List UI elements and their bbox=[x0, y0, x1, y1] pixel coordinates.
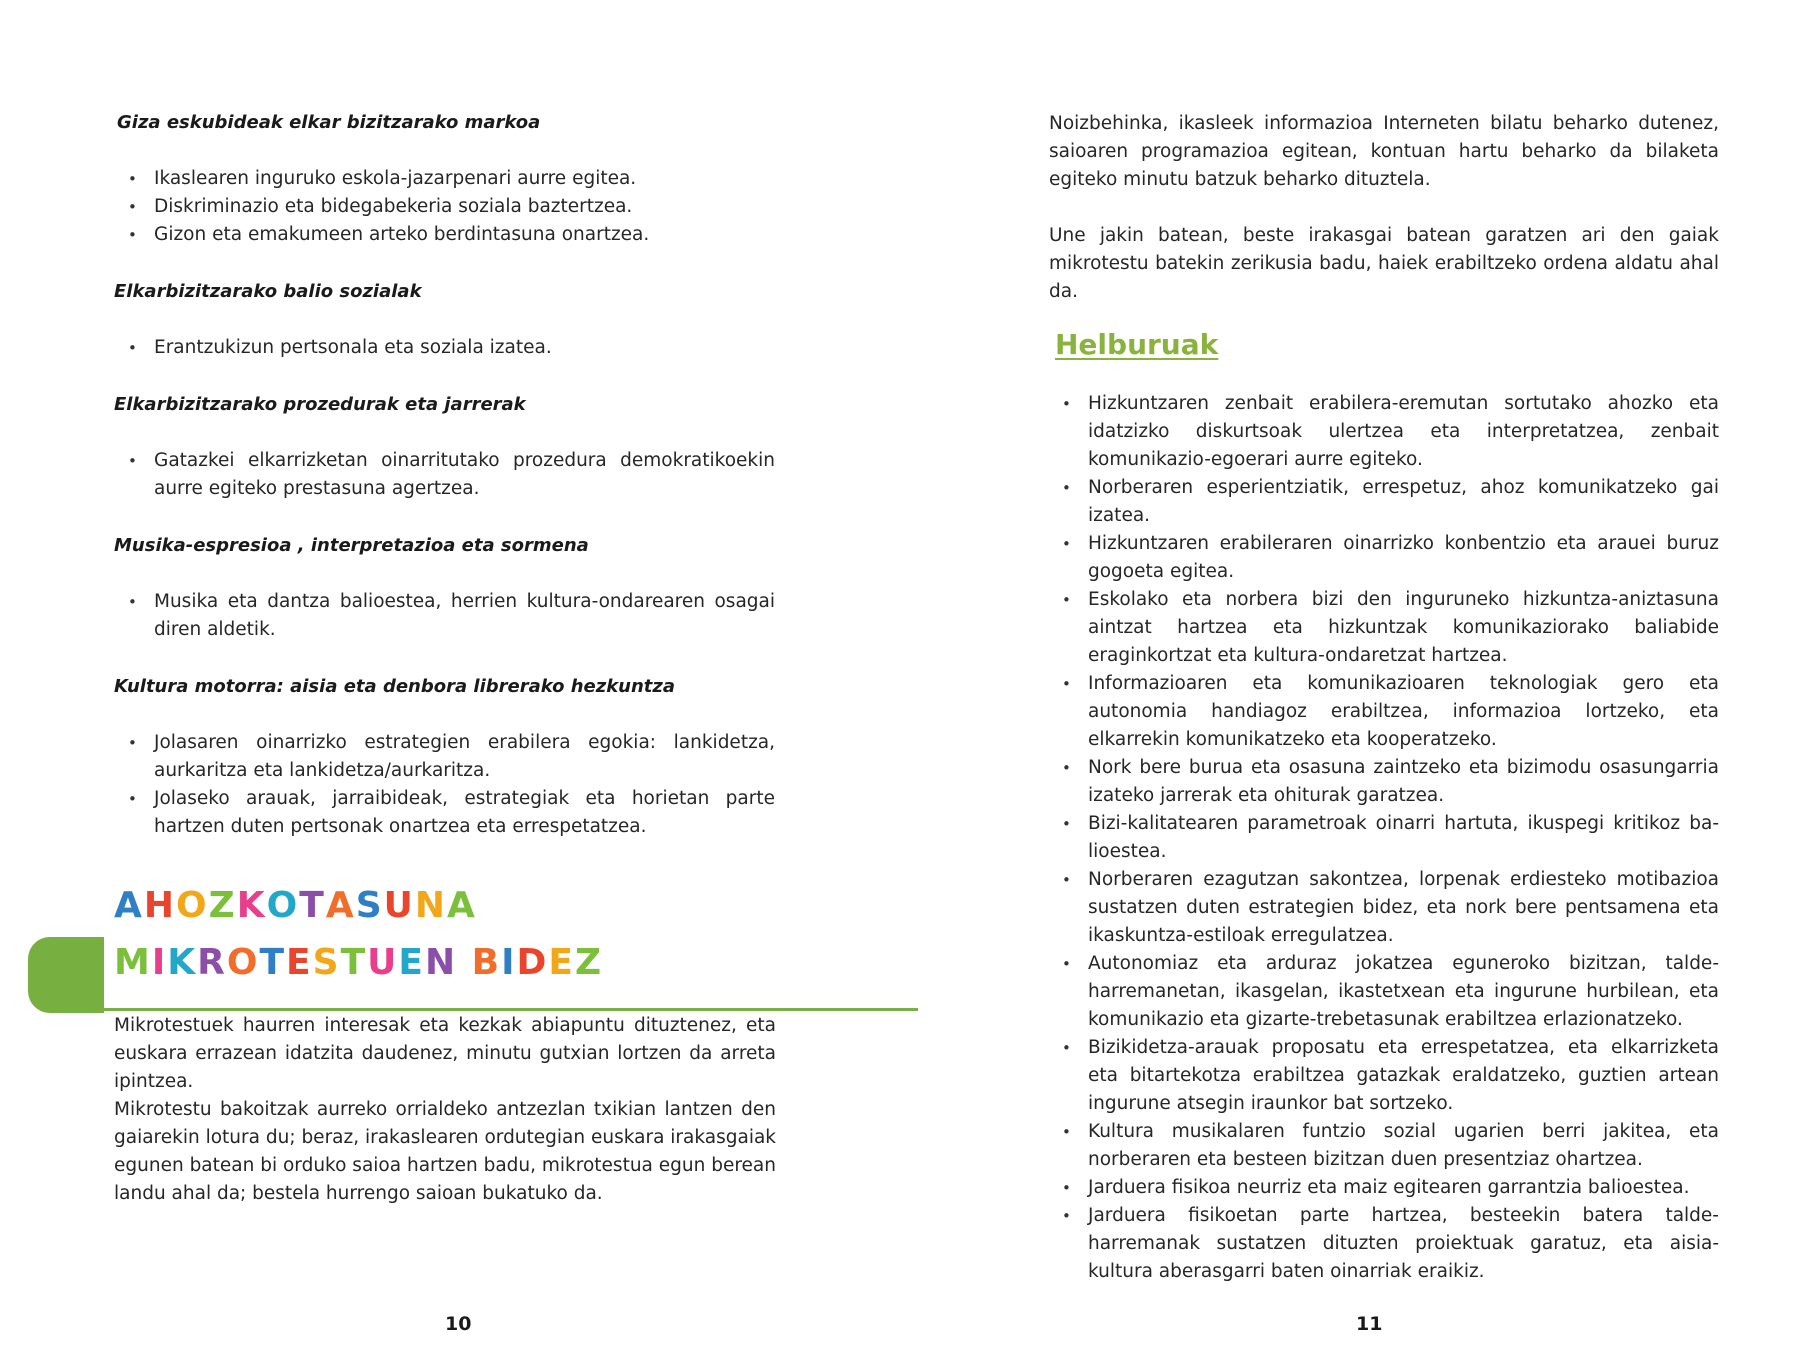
section-heading-helburuak: Helburuak bbox=[1055, 328, 1219, 361]
list-item: • Jolasaren oinarrizko estrategien erabilera egokia: lankidetza, aurkaritza eta lankidetza/aurkaritza. bbox=[115, 729, 775, 785]
list-item: • Bizikidetza-arauak proposatu eta errespetatzea, eta elkarrizketa eta bitartekotza erabiltzea gatazkak eraldatzeko, guztien artean ingurune atsegin iraunkor bat sortzeko. bbox=[1049, 1034, 1719, 1118]
list-item: • Ikaslearen inguruko eskola-jazarpenari aurre egitea. bbox=[115, 165, 775, 193]
section-title-line-2: MIKROTESTUEN BIDEZ bbox=[114, 942, 604, 983]
list-item: • Hizkuntzaren zenbait erabilera-eremutan sortutako ahozko eta idatzizko diskurtsoak ulertzea eta interpretatzea, zenbait komunikazio-egoerari aurre egiteko. bbox=[1049, 390, 1719, 474]
bullet-list bbox=[115, 447, 775, 503]
list-item: • Jarduera fisikoa neurriz eta maiz egitearen garrantzia balioestea. bbox=[1049, 1174, 1719, 1202]
bullet-list bbox=[115, 588, 775, 644]
list-item: • Diskriminazio eta bidegabekeria soziala baztertzea. bbox=[115, 193, 775, 221]
bullet-list bbox=[115, 165, 775, 249]
list-item: • Nork bere burua eta osasuna zaintzeko eta bizimodu osasungarria izateko jarrerak eta ohiturak garatzea. bbox=[1049, 754, 1719, 810]
list-item: • Jolaseko arauak, jarraibideak, estrategiak eta horietan parte hartzen duten pertsonak onartzea eta errespetatzea. bbox=[115, 785, 775, 841]
page-number: 10 bbox=[445, 1313, 472, 1335]
section-heading: Elkarbizitzarako balio sozialak bbox=[114, 281, 422, 302]
right-page bbox=[907, 0, 1815, 1361]
title-divider bbox=[104, 1008, 918, 1011]
section-title-line-1: AHOZKOTASUNA bbox=[114, 885, 477, 926]
section-heading: Kultura motorra: aisia eta denbora librerako hezkuntza bbox=[114, 676, 676, 697]
paragraph: Mikrotestu bakoitzak aurreko orrialdeko antzezlan txikian lantzen den gaiarekin lotura du; beraz, irakaslearen ordutegian euskara irakasgaiak egunen batean bi orduko saioa hartzen badu, mikrotestua egun berean landu ahal da; bestela hurrengo saioan bukatuko da. bbox=[114, 1099, 777, 1204]
paragraph: Une jakin batean, beste irakasgai batean garatzen ari den gaiak mikrotestu batekin zerikusia badu, haiek erabiltzeko ordena aldatu ahal da. bbox=[1049, 225, 1719, 302]
list-item: • Jarduera fisikoetan parte hartzea, besteekin batera talde-harremanak sustatzen dituzten proiektuak garatuz, eta aisia-kultura aberasgarri baten oinarriak eraikiz. bbox=[1049, 1202, 1719, 1286]
list-item: • Gizon eta emakumeen arteko berdintasuna onartzea. bbox=[115, 221, 775, 249]
list-item: • Norberaren esperientziatik, errespetuz, ahoz komunikatzeko gai izatea. bbox=[1049, 474, 1719, 530]
page-number: 11 bbox=[1356, 1313, 1383, 1335]
list-item: • Gatazkei elkarrizketan oinarritutako prozedura demokratikoekin aurre egiteko prestasuna agertzea. bbox=[115, 447, 775, 503]
list-item: • Eskolako eta norbera bizi den inguruneko hizkuntza-aniztasuna aintzat hartzea eta hizkuntzak komunikaziorako baliabide eraginkortzat eta kultura-ondaretzat hartzea. bbox=[1049, 586, 1719, 670]
list-item: • Hizkuntzaren erabileraren oinarrizko konbentzio eta arauei buruz gogoeta egitea. bbox=[1049, 530, 1719, 586]
list-item: • Bizi-kalitatearen parametroak oinarri hartuta, ikuspegi kritikoz balioestea. bbox=[1049, 810, 1719, 866]
section-heading: Giza eskubideak elkar bizitzarako markoa bbox=[117, 112, 541, 133]
objectives-list bbox=[1049, 390, 1719, 1286]
section-heading: Elkarbizitzarako prozedurak eta jarrerak bbox=[114, 394, 526, 415]
left-page bbox=[0, 0, 907, 1361]
list-item: • Autonomiaz eta arduraz jokatzea eguneroko bizitzan, talde-harremanetan, ikasgelan, ikastetxean eta ingurune hurbilean, eta komunikazio eta gizarte-trebetasunak erabiltzea erlazionatzeko. bbox=[1049, 950, 1719, 1034]
list-item: • Kultura musikalaren funtzio sozial ugarien berri jakitea, eta norberaren eta besteen bizitzan duen presentziaz ohartzea. bbox=[1049, 1118, 1719, 1174]
list-item: • Musika eta dantza balioestea, herrien kultura-ondarearen osagai diren aldetik. bbox=[115, 588, 775, 644]
section-tab-marker bbox=[28, 937, 104, 1013]
bullet-list bbox=[115, 334, 775, 362]
list-item: • Informazioaren eta komunikazioaren teknologiak gero eta autonomia handiagoz erabiltzea, informazioa lortzeko, eta elkarrekin komunikatzeko eta kooperatzeko. bbox=[1049, 670, 1719, 754]
list-item: • Norberaren ezagutzan sakontzea, lorpenak erdiesteko motibazioa sustatzen duten estrategien bidez, eta nork bere pentsamena eta ikaskuntza-estiloak erregulatzea. bbox=[1049, 866, 1719, 950]
paragraph: Noizbehinka, ikasleek informazioa Interneten bilatu beharko dutenez, saioaren programazioa egitean, kontuan hartu beharko da bilaketa egiteko minutu batzuk beharko dituztela. bbox=[1049, 113, 1719, 190]
list-item: • Erantzukizun pertsonala eta soziala izatea. bbox=[115, 334, 775, 362]
section-heading: Musika-espresioa , interpretazioa eta sormena bbox=[114, 535, 589, 556]
paragraph: Mikrotestuek haurren interesak eta kezkak abiapuntu dituztenez, eta euskara errazean idatzita daudenez, minutu gutxian lortzen da arreta ipintzea. bbox=[114, 1015, 776, 1092]
bullet-list bbox=[115, 729, 775, 841]
